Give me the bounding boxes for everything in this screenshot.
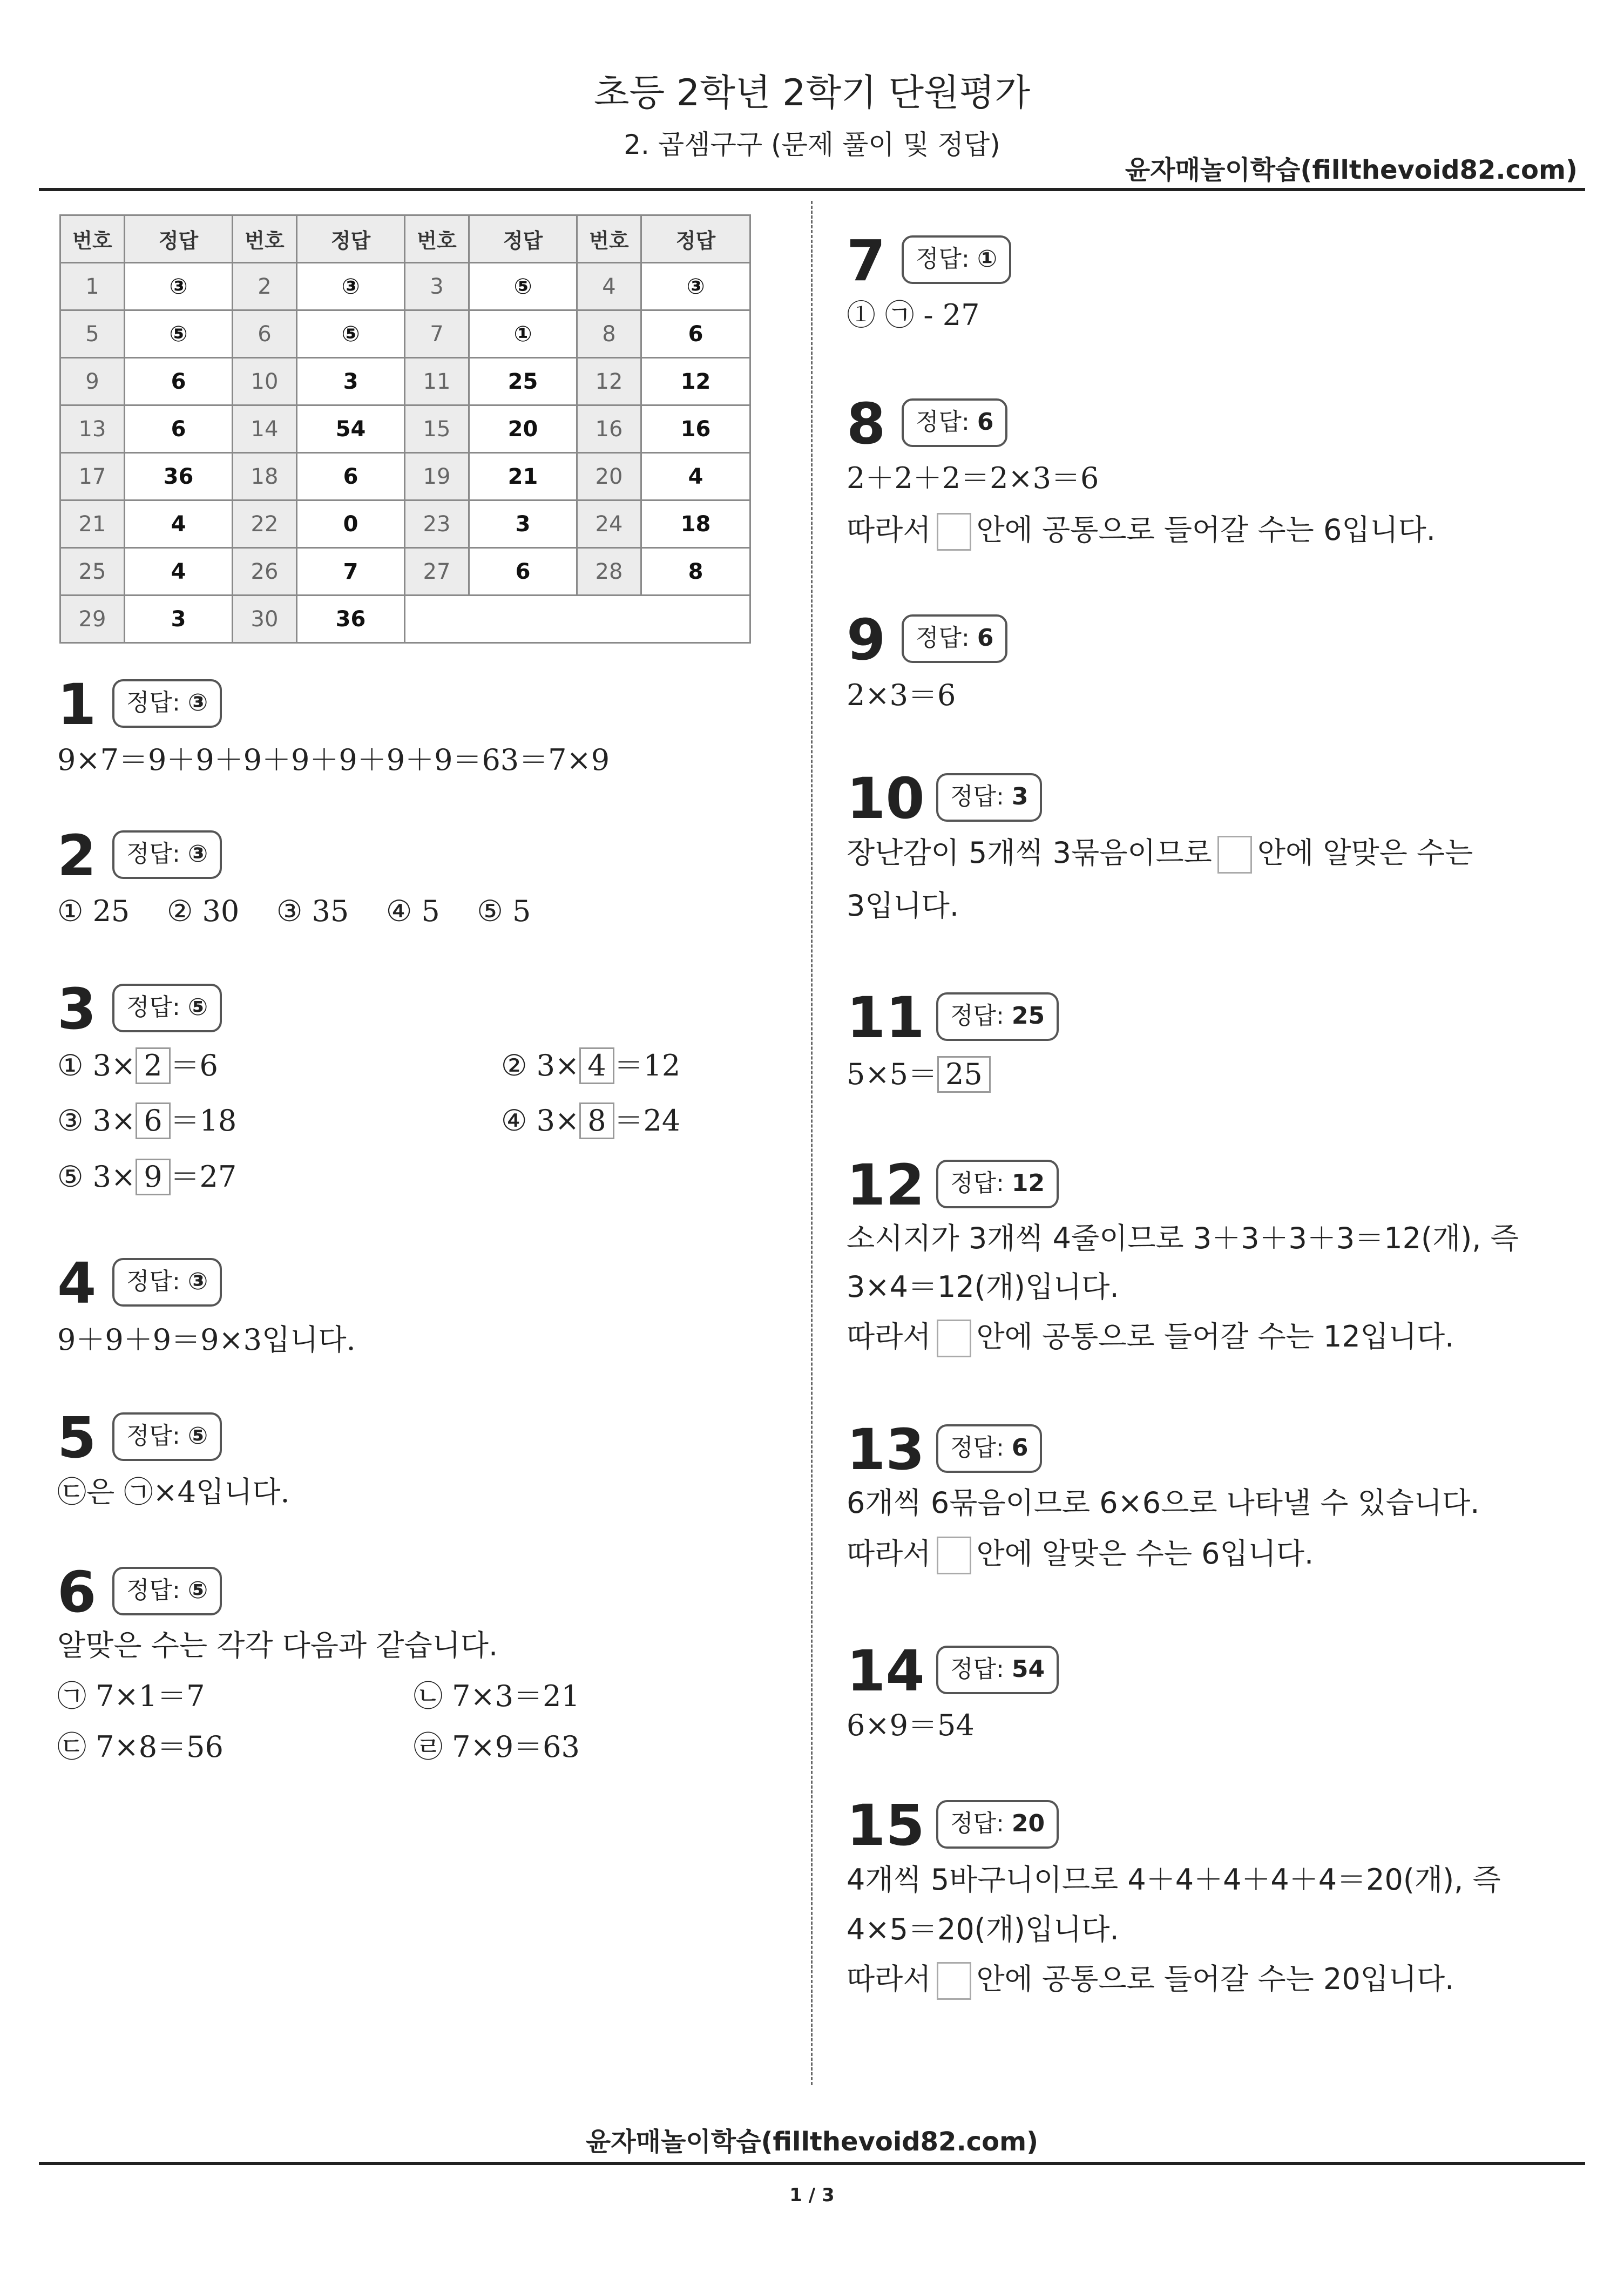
answer-cell: 21 (469, 453, 577, 500)
question-number-cell: 30 (233, 596, 297, 643)
solution-line: ㉢은 ㉠×4입니다. (57, 1475, 290, 1509)
question-6 (57, 1559, 786, 1789)
question-number: 10 (847, 766, 925, 831)
table-row (60, 596, 750, 643)
solution-line: 2×3＝6 (847, 678, 956, 712)
answer-cell: ⑤ (297, 310, 405, 358)
answer-badge (936, 1160, 1059, 1208)
table-row (60, 358, 750, 405)
question-number-cell: 21 (60, 500, 125, 548)
option-c: ㉢ 7×8＝56 (57, 1730, 224, 1764)
header-cell: 정답 (641, 215, 750, 263)
question-number-cell: 15 (405, 405, 469, 453)
question-number: 8 (847, 391, 886, 457)
question-8 (847, 391, 1602, 556)
badge-label: 정답: (916, 408, 977, 436)
solution-line: 소시지가 3개씩 4줄이므로 3＋3＋3＋3＝12(개), 즉 (847, 1221, 1519, 1255)
solution-line: 4개씩 5바구니이므로 4＋4＋4＋4＋4＝20(개), 즉 (847, 1863, 1501, 1897)
answer-badge (112, 1412, 222, 1461)
question-number-cell: 8 (577, 310, 641, 358)
question-5 (57, 1405, 786, 1516)
answer-cell: 16 (641, 405, 750, 453)
answer-cell: 20 (469, 405, 577, 453)
badge-value: ① (977, 245, 998, 273)
option-2: ② 3× 4 ＝12 (501, 1046, 680, 1085)
answer-cell: 7 (297, 548, 405, 596)
badge-value: ⑤ (187, 1422, 208, 1450)
blank-box (937, 513, 971, 551)
blank-box (1217, 836, 1252, 874)
badge-label: 정답: (950, 783, 1012, 810)
answer-cell: 6 (641, 310, 750, 358)
answer-badge (112, 679, 222, 728)
question-number-cell: 14 (233, 405, 297, 453)
answer-cell: 4 (125, 548, 233, 596)
option-4: ④ 3× 8 ＝24 (501, 1101, 680, 1140)
answer-box: 2 (136, 1047, 170, 1084)
badge-value: ⑤ (187, 1577, 208, 1604)
option-1: ① 3× 2 ＝6 (57, 1046, 218, 1085)
question-number-cell: 24 (577, 500, 641, 548)
answer-box: 8 (579, 1102, 614, 1139)
answer-badge (112, 984, 222, 1032)
answer-badge (902, 614, 1007, 663)
answer-cell: 4 (125, 500, 233, 548)
badge-value: 54 (1011, 1655, 1045, 1683)
empty-cell (405, 596, 750, 643)
badge-value: 12 (1011, 1169, 1045, 1197)
question-number: 12 (847, 1152, 925, 1218)
question-number-cell: 12 (577, 358, 641, 405)
badge-value: 25 (1011, 1002, 1045, 1030)
solution-line: 장난감이 5개씩 3묶음이므로 안에 알맞은 수는 (847, 834, 1473, 874)
solution-line: 9×7＝9＋9＋9＋9＋9＋9＋9＝63＝7×9 (57, 743, 610, 777)
question-number: 11 (847, 985, 925, 1051)
solution-line: 3입니다. (847, 889, 959, 923)
answer-cell: ① (469, 310, 577, 358)
question-number: 13 (847, 1417, 925, 1483)
badge-label: 정답: (126, 1268, 188, 1295)
answer-cell: 6 (125, 405, 233, 453)
question-14 (847, 1638, 1602, 1749)
table-row (60, 453, 750, 500)
solution-line: 5×5＝ 25 (847, 1055, 991, 1094)
answer-box: 6 (136, 1102, 170, 1139)
answer-cell: ③ (641, 263, 750, 310)
badge-value: 6 (977, 624, 994, 652)
answer-cell: 12 (641, 358, 750, 405)
answer-cell: 8 (641, 548, 750, 596)
answer-cell: 36 (125, 453, 233, 500)
question-number-cell: 19 (405, 453, 469, 500)
badge-label: 정답: (126, 1577, 188, 1604)
question-number-cell: 18 (233, 453, 297, 500)
question-number-cell: 16 (577, 405, 641, 453)
badge-label: 정답: (916, 624, 977, 652)
answer-box: 9 (136, 1159, 170, 1195)
blank-box (937, 1320, 971, 1357)
answer-box: 25 (937, 1056, 991, 1093)
answer-cell: 3 (125, 596, 233, 643)
answer-badge (936, 773, 1042, 822)
question-number-cell: 11 (405, 358, 469, 405)
option-a: ㉠ 7×1＝7 (57, 1679, 205, 1713)
table-header-row (60, 215, 750, 263)
question-11 (847, 985, 1602, 1096)
answer-cell: 36 (297, 596, 405, 643)
question-12 (847, 1152, 1602, 1371)
answer-cell: ⑤ (469, 263, 577, 310)
question-10 (847, 766, 1602, 931)
question-number-cell: 7 (405, 310, 469, 358)
answer-cell: 3 (297, 358, 405, 405)
solution-line: 따라서 안에 알맞은 수는 6입니다. (847, 1534, 1314, 1574)
answer-badge (112, 830, 222, 879)
answer-badge (936, 1646, 1059, 1694)
header-cell: 번호 (405, 215, 469, 263)
answer-cell: 4 (641, 453, 750, 500)
answer-badge (936, 1800, 1059, 1849)
header-cell: 번호 (233, 215, 297, 263)
badge-label: 정답: (126, 840, 188, 868)
solution-line: 따라서 안에 공통으로 들어갈 수는 6입니다. (847, 511, 1436, 551)
solution-line: ① ㉠ - 27 (847, 298, 980, 332)
question-number-cell: 9 (60, 358, 125, 405)
option-3: ③ 3× 6 ＝18 (57, 1101, 236, 1140)
question-9 (847, 607, 1602, 718)
question-number: 9 (847, 607, 886, 673)
solution-line: 6×9＝54 (847, 1708, 975, 1742)
question-2 (57, 823, 786, 934)
question-number-cell: 27 (405, 548, 469, 596)
brand-top: 윤자매놀이학습(fillthevoid82.com) (1125, 155, 1578, 185)
badge-label: 정답: (126, 689, 188, 716)
answer-cell: 18 (641, 500, 750, 548)
question-number-cell: 13 (60, 405, 125, 453)
badge-label: 정답: (950, 1655, 1012, 1683)
table-row (60, 548, 750, 596)
badge-label: 정답: (950, 1169, 1012, 1197)
answer-cell: ③ (125, 263, 233, 310)
question-number-cell: 23 (405, 500, 469, 548)
table-row (60, 263, 750, 310)
question-number-cell: 17 (60, 453, 125, 500)
question-number-cell: 22 (233, 500, 297, 548)
question-number: 7 (847, 228, 886, 294)
table-row (60, 405, 750, 453)
header-cell: 정답 (297, 215, 405, 263)
page-title: 초등 2학년 2학기 단원평가 (593, 72, 1031, 114)
solution-line: 알맞은 수는 각각 다음과 같습니다. (57, 1628, 498, 1662)
solution-line: 따라서 안에 공통으로 들어갈 수는 20입니다. (847, 1960, 1454, 2000)
header-cell: 번호 (577, 215, 641, 263)
option-b: ㉡ 7×3＝21 (414, 1679, 580, 1713)
question-number-cell: 20 (577, 453, 641, 500)
badge-value: 20 (1011, 1810, 1045, 1837)
badge-label: 정답: (126, 1422, 188, 1450)
question-15 (847, 1792, 1602, 2022)
solution-line: 4×5＝20(개)입니다. (847, 1912, 1119, 1946)
badge-label: 정답: (126, 993, 188, 1021)
answer-box: 4 (579, 1047, 614, 1084)
question-number: 6 (57, 1559, 97, 1625)
question-number: 3 (57, 976, 97, 1042)
page-number: 1 / 3 (789, 2184, 835, 2206)
question-4 (57, 1250, 786, 1362)
question-1 (57, 672, 786, 783)
answer-cell: 0 (297, 500, 405, 548)
question-number-cell: 29 (60, 596, 125, 643)
question-13 (847, 1417, 1602, 1593)
question-number-cell: 25 (60, 548, 125, 596)
answer-badge (936, 992, 1059, 1041)
question-number: 15 (847, 1792, 925, 1858)
badge-value: 3 (1011, 783, 1028, 810)
answer-cell: 3 (469, 500, 577, 548)
table-row (60, 500, 750, 548)
question-number-cell: 6 (233, 310, 297, 358)
badge-value: ③ (187, 689, 208, 716)
question-number-cell: 3 (405, 263, 469, 310)
brand-footer: 윤자매놀이학습(fillthevoid82.com) (585, 2127, 1039, 2157)
question-7 (847, 228, 1602, 339)
answer-badge (112, 1567, 222, 1615)
header-cell: 정답 (469, 215, 577, 263)
solution-line: 3×4＝12(개)입니다. (847, 1270, 1119, 1304)
solution-line: 9＋9＋9＝9×3입니다. (57, 1323, 356, 1357)
question-3 (57, 976, 786, 1206)
badge-value: ⑤ (187, 993, 208, 1021)
solution-line: 6개씩 6묶음이므로 6×6으로 나타낼 수 있습니다. (847, 1486, 1480, 1520)
answer-cell: 6 (469, 548, 577, 596)
question-number: 1 (57, 672, 97, 738)
header-rule (39, 188, 1585, 191)
answer-badge (902, 235, 1011, 284)
column-divider (811, 201, 813, 2085)
badge-value: ③ (187, 840, 208, 868)
badge-value: 6 (977, 408, 994, 436)
option-5: ⑤ 3× 9 ＝27 (57, 1158, 236, 1196)
answer-cell: ③ (297, 263, 405, 310)
blank-box (937, 1537, 971, 1574)
solution-line: ① 25 ② 30 ③ 35 ④ 5 ⑤ 5 (57, 894, 531, 928)
badge-value: ③ (187, 1268, 208, 1295)
question-number-cell: 26 (233, 548, 297, 596)
question-number-cell: 1 (60, 263, 125, 310)
answer-badge (902, 398, 1007, 447)
answer-badge (936, 1424, 1042, 1473)
question-number: 14 (847, 1638, 925, 1704)
badge-label: 정답: (916, 245, 977, 273)
solution-line: 2＋2＋2＝2×3＝6 (847, 461, 1099, 495)
badge-label: 정답: (950, 1810, 1012, 1837)
question-number-cell: 2 (233, 263, 297, 310)
header-cell: 번호 (60, 215, 125, 263)
question-number: 5 (57, 1405, 97, 1471)
option-d: ㉣ 7×9＝63 (414, 1730, 580, 1764)
footer-rule (39, 2162, 1585, 2165)
answer-cell: 6 (125, 358, 233, 405)
badge-label: 정답: (950, 1002, 1012, 1030)
answer-cell: 54 (297, 405, 405, 453)
page-subtitle: 2. 곱셈구구 (문제 풀이 및 정답) (624, 129, 1000, 160)
solution-line: 따라서 안에 공통으로 들어갈 수는 12입니다. (847, 1317, 1454, 1357)
answer-cell: 25 (469, 358, 577, 405)
header-cell: 정답 (125, 215, 233, 263)
question-number-cell: 4 (577, 263, 641, 310)
table-row (60, 310, 750, 358)
blank-box (937, 1962, 971, 2000)
question-number-cell: 28 (577, 548, 641, 596)
answer-badge (112, 1258, 222, 1307)
badge-label: 정답: (950, 1434, 1012, 1462)
question-number: 4 (57, 1250, 97, 1316)
question-number-cell: 10 (233, 358, 297, 405)
answer-cell: 6 (297, 453, 405, 500)
answer-cell: ⑤ (125, 310, 233, 358)
answer-table (59, 214, 751, 644)
badge-value: 6 (1011, 1434, 1028, 1462)
question-number: 2 (57, 823, 97, 889)
question-number-cell: 5 (60, 310, 125, 358)
